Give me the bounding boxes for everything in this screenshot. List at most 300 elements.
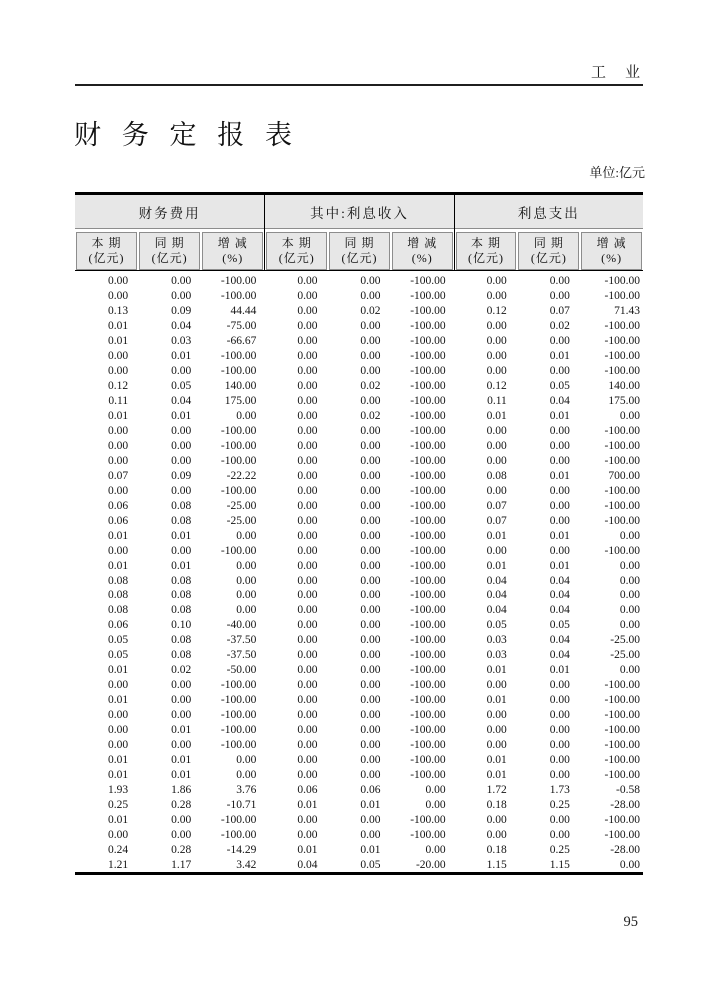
table-cell: -100.00: [220, 454, 257, 467]
table-cell: 0.05: [107, 649, 129, 662]
header-group: [75, 195, 264, 270]
table-cell: -0.58: [616, 783, 640, 796]
table-cell: 0.06: [107, 619, 129, 632]
table-cell: -100.00: [604, 499, 640, 512]
table-cell: 0.00: [486, 484, 507, 497]
table-cell: -100.00: [410, 290, 446, 303]
table-cell: -22.22: [226, 469, 257, 482]
table-cell: 0.00: [486, 679, 507, 692]
table-cell: -100.00: [410, 320, 446, 333]
table-cell: -37.50: [226, 649, 257, 662]
table-cell: 0.00: [297, 753, 318, 766]
table-cell: -50.00: [226, 664, 257, 677]
table-cell: -100.00: [220, 739, 257, 752]
table-cell: 0.05: [107, 634, 129, 647]
table-cell: 0.00: [360, 454, 381, 467]
table-cell: 0.01: [549, 350, 570, 363]
table-cell: 0.00: [360, 469, 381, 482]
table-cell: 0.00: [425, 783, 446, 796]
table-cell: 0.01: [107, 768, 129, 781]
table-cell: 0.00: [549, 544, 570, 557]
table-cell: 0.01: [171, 768, 192, 781]
table-cell: 0.00: [360, 664, 381, 677]
table-cell: 0.00: [171, 679, 192, 692]
table-row: [75, 528, 643, 543]
table-cell: -100.00: [604, 544, 640, 557]
table-cell: -100.00: [604, 350, 640, 363]
table-cell: 0.00: [171, 439, 192, 452]
table-cell: 0.02: [360, 305, 381, 318]
table-cell: 0.00: [297, 454, 318, 467]
table-row: [75, 618, 643, 633]
table-cell: 0.09: [171, 305, 192, 318]
table-cell: 1.15: [486, 858, 507, 871]
column-header-line2: (%): [411, 251, 433, 265]
table-cell: 0.01: [107, 410, 129, 423]
table-cell: 0.00: [619, 574, 640, 587]
table-row: [75, 797, 643, 812]
table-cell: 0.00: [549, 739, 570, 752]
header-group: [454, 195, 643, 270]
table-cell: -100.00: [410, 454, 446, 467]
table-cell: 44.44: [230, 305, 257, 318]
table-cell: 0.00: [360, 529, 381, 542]
table-cell: -100.00: [410, 350, 446, 363]
table-cell: 0.08: [171, 649, 192, 662]
table-cell: 0.00: [549, 813, 570, 826]
table-cell: 0.01: [549, 469, 570, 482]
table-cell: 0.00: [360, 574, 381, 587]
table-cell: -100.00: [604, 365, 640, 378]
table-cell: 0.00: [297, 425, 318, 437]
column-header-line1: 增 减: [217, 236, 248, 250]
table-cell: -100.00: [604, 768, 640, 781]
table-cell: -25.00: [610, 634, 640, 647]
table-cell: 0.00: [297, 290, 318, 303]
table-cell: -100.00: [410, 439, 446, 452]
table-cell: 0.00: [360, 439, 381, 452]
table-row: [75, 319, 643, 334]
table-cell: 0.00: [236, 529, 257, 542]
table-cell: 0.04: [549, 649, 570, 662]
table-cell: 0.00: [297, 589, 318, 602]
table-cell: 0.00: [360, 649, 381, 662]
table-row: [75, 663, 643, 678]
table-cell: 0.04: [171, 320, 192, 333]
table-cell: 0.00: [236, 753, 257, 766]
table-cell: 0.00: [619, 858, 640, 871]
table-cell: 0.18: [486, 843, 507, 856]
table-cell: 0.00: [549, 679, 570, 692]
table-cell: 0.00: [297, 380, 318, 393]
table-cell: -100.00: [410, 395, 446, 408]
table-cell: 0.05: [360, 858, 381, 871]
table-cell: 1.86: [171, 783, 192, 796]
table-cell: 175.00: [224, 395, 257, 408]
table-cell: -100.00: [220, 439, 257, 452]
table-cell: 1.72: [486, 783, 507, 796]
table-cell: 0.00: [297, 679, 318, 692]
table-cell: 0.01: [549, 664, 570, 677]
table-cell: -100.00: [220, 290, 257, 303]
column-header-line2: (亿元): [530, 251, 567, 265]
table-cell: 0.00: [549, 768, 570, 781]
table-row: [75, 753, 643, 768]
table-row: [75, 812, 643, 827]
table-cell: 0.00: [236, 559, 257, 572]
column-header-line1: 同 期: [533, 236, 564, 250]
table-cell: 0.25: [549, 843, 570, 856]
table-cell: -40.00: [226, 619, 257, 632]
table-cell: 0.01: [171, 753, 192, 766]
table-row: [75, 857, 643, 872]
table-cell: 0.00: [549, 454, 570, 467]
table-row: [75, 379, 643, 394]
table-cell: 0.00: [486, 290, 507, 303]
table-cell: -100.00: [220, 709, 257, 722]
table-cell: 0.01: [486, 529, 507, 542]
table-cell: 0.00: [236, 589, 257, 602]
table-cell: 0.00: [486, 425, 507, 437]
table-cell: 0.06: [107, 499, 129, 512]
table-cell: 0.00: [107, 679, 129, 692]
table-cell: 0.05: [549, 619, 570, 632]
table-row: [75, 334, 643, 349]
table-cell: 0.01: [486, 768, 507, 781]
table-cell: -100.00: [220, 679, 257, 692]
table-cell: 0.00: [297, 320, 318, 333]
table-row: [75, 513, 643, 528]
column-group-label: 利息支出: [455, 195, 643, 229]
table-cell: 0.03: [486, 634, 507, 647]
table-cell: 0.00: [486, 365, 507, 378]
table-cell: 3.76: [236, 783, 257, 796]
table-cell: 0.12: [107, 380, 129, 393]
table-cell: -100.00: [410, 425, 446, 437]
table-cell: 0.00: [486, 454, 507, 467]
table-cell: 0.00: [486, 724, 507, 737]
table-cell: 0.08: [171, 499, 192, 512]
table-row: [75, 304, 643, 319]
column-header-line2: (亿元): [88, 251, 125, 265]
table-cell: 0.00: [549, 753, 570, 766]
table-cell: 140.00: [608, 380, 640, 393]
table-cell: 0.01: [107, 529, 129, 542]
table-cell: 1.21: [107, 858, 129, 871]
table-cell: -100.00: [410, 664, 446, 677]
table-cell: -100.00: [410, 305, 446, 318]
table-cell: 0.00: [486, 275, 507, 288]
table-cell: 0.00: [107, 709, 129, 722]
table-cell: -100.00: [220, 813, 257, 826]
table-cell: 0.04: [549, 395, 570, 408]
column-header: [202, 232, 263, 270]
table-cell: 0.08: [171, 604, 192, 617]
table-cell: 0.00: [360, 724, 381, 737]
table-cell: 0.00: [297, 739, 318, 752]
table-cell: 0.00: [297, 395, 318, 408]
table-cell: 0.00: [486, 320, 507, 333]
table-cell: -100.00: [604, 484, 640, 497]
table-cell: 0.13: [107, 305, 129, 318]
table-row: [75, 782, 643, 797]
table-cell: -75.00: [226, 320, 257, 333]
table-cell: 0.00: [297, 649, 318, 662]
table-cell: 0.00: [360, 544, 381, 557]
table-row: [75, 394, 643, 409]
table-cell: 0.01: [549, 559, 570, 572]
table-row: [75, 424, 643, 439]
table-cell: 0.00: [297, 664, 318, 677]
table-cell: 0.00: [360, 619, 381, 632]
table-row: [75, 349, 643, 364]
table-cell: 0.07: [486, 514, 507, 527]
table-cell: 0.01: [171, 350, 192, 363]
column-header-line2: (%): [222, 251, 244, 265]
table-cell: 700.00: [608, 469, 640, 482]
table-cell: 0.00: [297, 828, 318, 841]
table-cell: 0.00: [171, 275, 192, 288]
table-cell: 0.01: [171, 410, 192, 423]
table-cell: 0.08: [107, 604, 129, 617]
table-cell: 0.08: [171, 574, 192, 587]
table-cell: -20.00: [415, 858, 446, 871]
table-cell: -100.00: [410, 619, 446, 632]
table-cell: 0.01: [107, 813, 129, 826]
table-cell: 0.00: [619, 559, 640, 572]
table-header: [75, 195, 643, 271]
table-row: [75, 588, 643, 603]
table-cell: 0.07: [107, 469, 129, 482]
table-cell: 0.00: [297, 484, 318, 497]
table-cell: 0.00: [360, 828, 381, 841]
table-cell: 0.01: [486, 694, 507, 707]
table-cell: 0.01: [171, 529, 192, 542]
table-cell: 0.25: [549, 798, 570, 811]
table-cell: 0.00: [171, 544, 192, 557]
table-cell: 0.00: [549, 709, 570, 722]
table-cell: 0.00: [360, 320, 381, 333]
table-cell: 0.24: [107, 843, 129, 856]
table-cell: 0.00: [360, 484, 381, 497]
table-row: [75, 693, 643, 708]
table-cell: -25.00: [226, 514, 257, 527]
table-cell: 0.01: [171, 559, 192, 572]
table-cell: -100.00: [410, 514, 446, 527]
table-cell: 0.08: [486, 469, 507, 482]
table-cell: 0.00: [360, 559, 381, 572]
table-cell: -100.00: [410, 604, 446, 617]
table-cell: 0.08: [171, 514, 192, 527]
column-header-line2: (亿元): [341, 251, 378, 265]
table-row: [75, 678, 643, 693]
table-cell: 0.00: [486, 828, 507, 841]
table-row: [75, 468, 643, 483]
table-cell: 1.17: [171, 858, 192, 871]
table-cell: 0.00: [297, 544, 318, 557]
table-row: [75, 274, 643, 289]
table-cell: 0.00: [171, 709, 192, 722]
table-cell: 0.11: [108, 395, 129, 408]
table-cell: 0.00: [297, 365, 318, 378]
table-cell: -100.00: [604, 753, 640, 766]
table-cell: 0.00: [297, 724, 318, 737]
table-cell: 0.00: [486, 544, 507, 557]
table-cell: 0.00: [360, 335, 381, 348]
table-cell: -100.00: [220, 350, 257, 363]
column-header: [392, 232, 453, 270]
table-cell: 0.06: [297, 783, 318, 796]
column-header-line2: (亿元): [151, 251, 188, 265]
table-cell: -100.00: [604, 335, 640, 348]
table-row: [75, 573, 643, 588]
table-cell: 0.12: [486, 380, 507, 393]
table-cell: 0.01: [486, 410, 507, 423]
table-cell: -14.29: [226, 843, 257, 856]
column-header-line2: (亿元): [278, 251, 315, 265]
table-cell: 0.01: [171, 724, 192, 737]
table-row: [75, 738, 643, 753]
table-cell: -100.00: [410, 544, 446, 557]
table-cell: 0.04: [549, 574, 570, 587]
table-cell: -100.00: [410, 275, 446, 288]
table-cell: 0.00: [171, 694, 192, 707]
table-row: [75, 498, 643, 513]
table-cell: 0.00: [619, 529, 640, 542]
table-row: [75, 483, 643, 498]
table-cell: 0.09: [171, 469, 192, 482]
column-header-line1: 增 减: [407, 236, 438, 250]
table-cell: -66.67: [226, 335, 257, 348]
table-cell: 0.00: [360, 753, 381, 766]
table-cell: -100.00: [604, 739, 640, 752]
table-cell: 0.00: [619, 604, 640, 617]
column-header-line1: 同 期: [154, 236, 185, 250]
table-cell: 0.00: [297, 514, 318, 527]
table-cell: 0.00: [297, 694, 318, 707]
table-cell: -100.00: [604, 320, 640, 333]
table-cell: 0.00: [549, 484, 570, 497]
table-cell: 0.01: [297, 798, 318, 811]
table-cell: 0.00: [549, 439, 570, 452]
table-cell: 0.04: [486, 604, 507, 617]
table-cell: 0.06: [360, 783, 381, 796]
table-row: [75, 842, 643, 857]
table-cell: -100.00: [410, 649, 446, 662]
table-row: [75, 409, 643, 424]
table-cell: 0.00: [549, 828, 570, 841]
table-cell: 0.00: [360, 634, 381, 647]
table-cell: 0.00: [360, 514, 381, 527]
table-cell: 0.05: [486, 619, 507, 632]
table-cell: 0.01: [486, 753, 507, 766]
header-rule: [75, 84, 643, 86]
table-cell: -100.00: [604, 724, 640, 737]
table-cell: -100.00: [410, 529, 446, 542]
column-header-line1: 增 减: [596, 236, 627, 250]
table-cell: 0.00: [171, 365, 192, 378]
table-cell: -100.00: [604, 694, 640, 707]
table-cell: 0.00: [297, 709, 318, 722]
table-row: [75, 723, 643, 738]
table-cell: 3.42: [236, 858, 257, 871]
table-cell: 0.01: [486, 664, 507, 677]
table-cell: 175.00: [608, 395, 640, 408]
table-cell: 0.00: [360, 589, 381, 602]
table-cell: -100.00: [604, 439, 640, 452]
table-cell: 0.00: [171, 739, 192, 752]
table-cell: -100.00: [410, 813, 446, 826]
table-cell: -100.00: [410, 589, 446, 602]
table-cell: -25.00: [226, 499, 257, 512]
table-cell: 0.04: [549, 589, 570, 602]
table-cell: 0.00: [360, 290, 381, 303]
subheader-row: [265, 232, 453, 270]
table-cell: 0.00: [549, 694, 570, 707]
table-cell: 0.05: [549, 380, 570, 393]
table-cell: 0.00: [107, 828, 129, 841]
table-cell: 0.00: [107, 350, 129, 363]
table-cell: -28.00: [610, 843, 640, 856]
table-cell: -100.00: [220, 365, 257, 378]
table-cell: 0.18: [486, 798, 507, 811]
table-cell: 0.00: [107, 454, 129, 467]
table-cell: 0.00: [486, 739, 507, 752]
table-cell: 0.00: [360, 739, 381, 752]
table-cell: 0.00: [297, 499, 318, 512]
table-row: [75, 633, 643, 648]
table-cell: -100.00: [410, 679, 446, 692]
table-cell: -100.00: [410, 499, 446, 512]
table-cell: 0.00: [360, 813, 381, 826]
table-cell: 0.00: [297, 335, 318, 348]
table-cell: -100.00: [410, 469, 446, 482]
table-cell: 0.01: [360, 798, 381, 811]
column-header-line2: (亿元): [468, 251, 505, 265]
table-cell: -10.71: [226, 798, 257, 811]
table-cell: 0.00: [297, 410, 318, 423]
table-row: [75, 767, 643, 782]
column-header-line1: 本 期: [91, 236, 122, 250]
table-cell: 0.00: [107, 275, 129, 288]
header-group: [264, 195, 453, 270]
table-cell: 0.00: [360, 425, 381, 437]
table-cell: 0.03: [486, 649, 507, 662]
table-cell: 0.00: [549, 365, 570, 378]
table-cell: -100.00: [220, 484, 257, 497]
table-cell: 0.04: [549, 604, 570, 617]
running-head: 工 业: [590, 65, 642, 81]
table-cell: -100.00: [604, 813, 640, 826]
table-cell: 0.00: [297, 559, 318, 572]
table-cell: -100.00: [220, 828, 257, 841]
table-cell: 0.00: [107, 425, 129, 437]
table-cell: -100.00: [604, 290, 640, 303]
column-header-line1: 同 期: [344, 236, 375, 250]
table-cell: 0.01: [549, 410, 570, 423]
table-cell: -100.00: [410, 724, 446, 737]
subheader-row: [75, 232, 264, 270]
table-cell: 0.00: [297, 469, 318, 482]
table-cell: 0.01: [486, 559, 507, 572]
table-cell: 0.00: [360, 709, 381, 722]
table-cell: 0.04: [549, 634, 570, 647]
table-cell: 0.00: [107, 290, 129, 303]
table-cell: 0.02: [171, 664, 192, 677]
table-cell: 0.00: [297, 619, 318, 632]
table-row: [75, 827, 643, 842]
table-cell: -100.00: [604, 454, 640, 467]
